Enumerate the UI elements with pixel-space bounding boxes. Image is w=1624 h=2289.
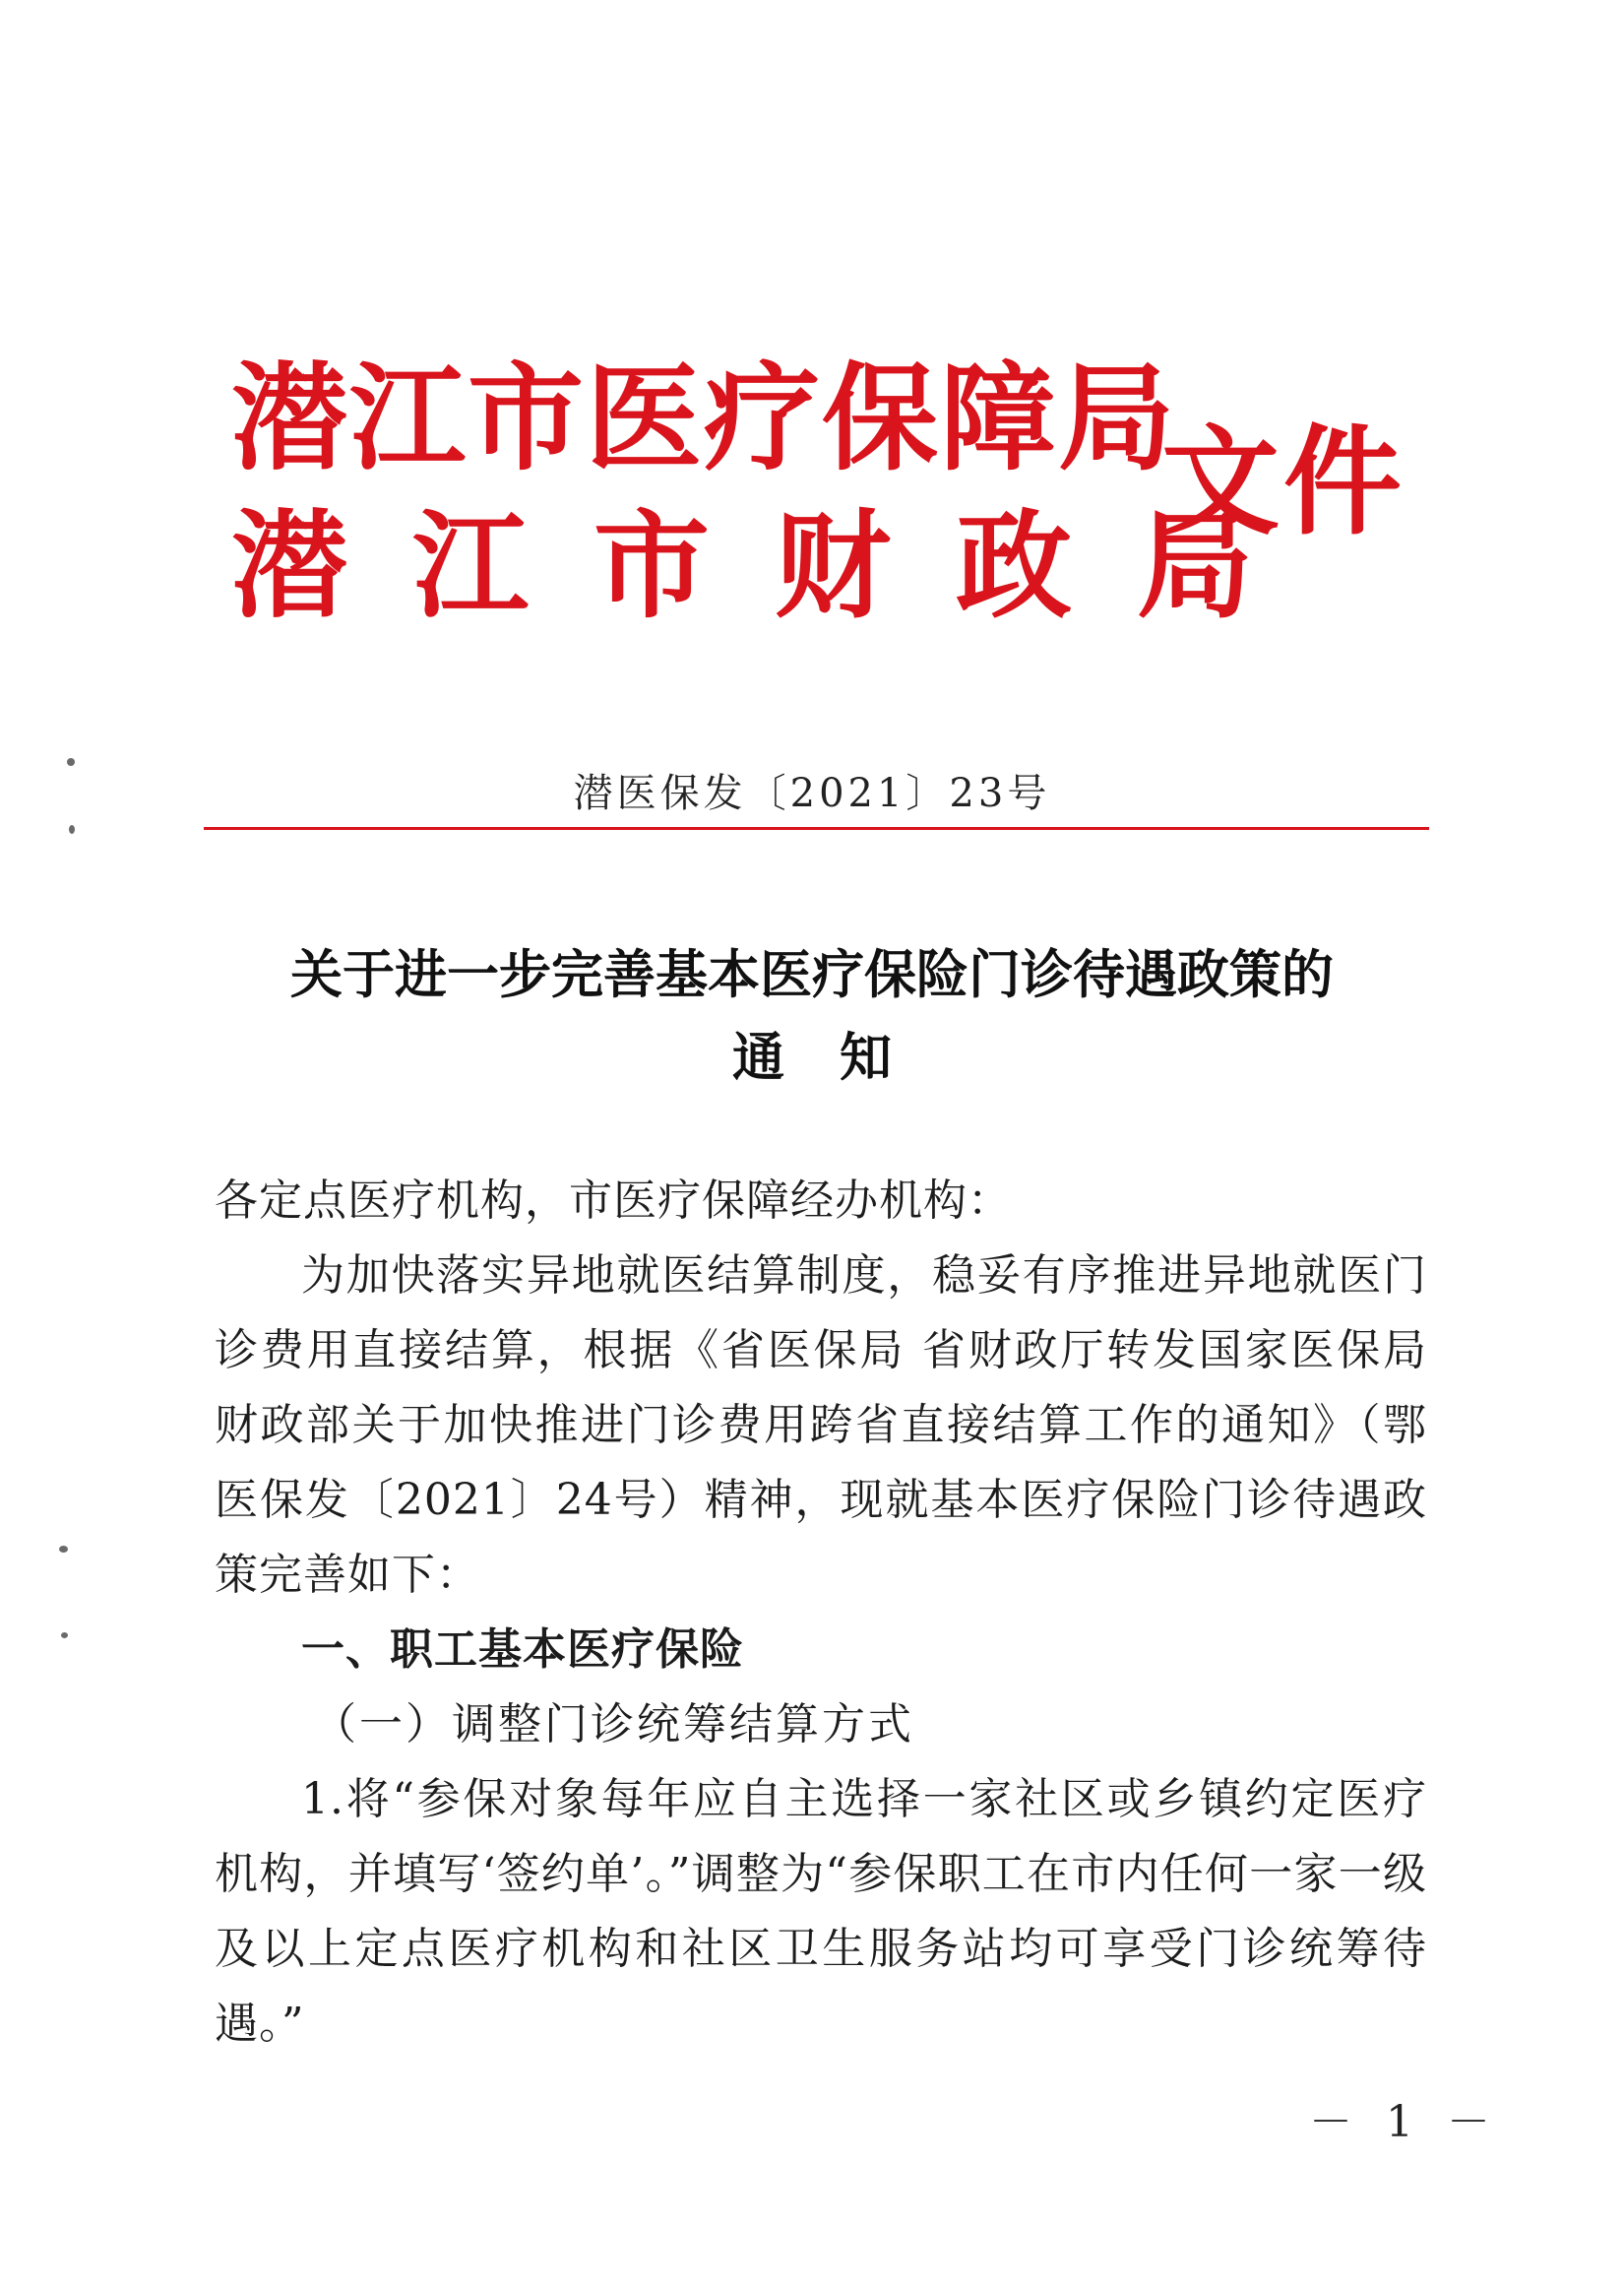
issuer-finance-bureau: 潜江市财政局 bbox=[231, 497, 1319, 634]
scan-mark bbox=[69, 825, 75, 834]
intro-paragraph: 为加快落实异地就医结算制度，稳妥有序推进异地就医门诊费用直接结算，根据《省医保局 省财政厅转发国家医保局 财政部关于加快推进门诊费用跨省直接结算工作的通知》（鄂医保发〔2021〕24号）精神，现就基本医疗保险门诊待遇政策完善如下： bbox=[215, 1250, 1427, 1600]
document-title bbox=[187, 933, 1437, 1099]
section-heading: 一、职工基本医疗保险 bbox=[301, 1624, 744, 1675]
red-divider-line bbox=[204, 827, 1429, 830]
addressee: 各定点医疗机构，市医疗保障经办机构： bbox=[215, 1176, 1012, 1226]
page-number: － 1 － bbox=[1309, 2097, 1500, 2147]
issuer-medical-security-bureau: 潜江市医疗保障局 bbox=[231, 350, 1177, 486]
document-number: 潜医保发〔2021〕23号 bbox=[573, 771, 1051, 816]
issuing-authority-header bbox=[231, 350, 1412, 679]
scan-mark bbox=[61, 1632, 68, 1638]
title-line-1: 关于进一步完善基本医疗保险门诊待遇政策的 bbox=[290, 944, 1334, 1005]
subsection-heading: （一）调整门诊统筹结算方式 bbox=[313, 1699, 914, 1749]
title-line-2: 通知 bbox=[732, 1027, 947, 1088]
scan-mark bbox=[59, 1546, 68, 1553]
document-body bbox=[215, 1164, 1427, 2062]
document-type-label: 文件 bbox=[1161, 413, 1405, 551]
item-paragraph: 1.将“参保对象每年应自主选择一家社区或乡镇约定医疗机构，并填写‘签约单’。”调整为“参保职工在市内任何一家一级及以上定点医疗机构和社区卫生服务站均可享受门诊统筹待遇。” bbox=[215, 1774, 1427, 2049]
scan-mark bbox=[67, 758, 75, 766]
